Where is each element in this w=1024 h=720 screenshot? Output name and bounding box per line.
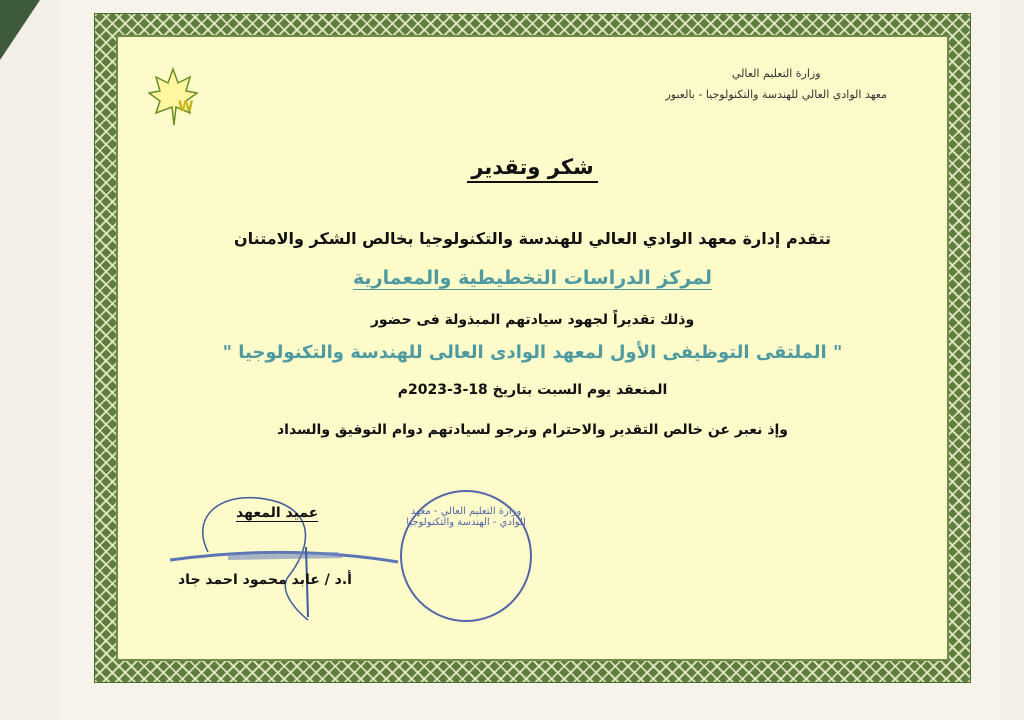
closing-line: وإذ نعبر عن خالص التقدير والاحترام ونرجو لسيادتهم دوام التوفيق والسداد	[276, 422, 788, 438]
scan-corner	[0, 0, 40, 60]
body-line-3: وذلك تقديراً لجهود سيادتهم المبذولة فى حضور	[370, 312, 695, 328]
event-name: " الملتقى التوظيفى الأول لمعهد الوادى العالى للهندسة والتكنولوجيا "	[222, 342, 843, 363]
body-line-1: تتقدم إدارة معهد الوادي العالي للهندسة والتكنولوجيا بخالص الشكر والامتنان	[234, 229, 831, 248]
institute-name: معهد الوادي العالي للهندسة والتكنولوجيا - بالعبور	[665, 88, 887, 101]
stamp-text: وزارة التعليم العالي - معهد الوادي - الهندسة والتكنولوجيا	[406, 506, 526, 528]
date-line: المنعقد يوم السبت بتاريخ 18-3-2023م	[397, 382, 668, 398]
recipient: لمركز الدراسات التخطيطية والمعمارية	[353, 267, 712, 289]
signatory-name: أ.د / عابد محمود احمد جاد	[178, 572, 352, 588]
signatory-role: عميد المعهد	[236, 505, 319, 521]
certificate	[118, 37, 947, 659]
header	[665, 67, 887, 109]
certificate-title: شكر وتقدير	[118, 155, 947, 179]
ministry-name: وزارة التعليم العالي	[731, 67, 821, 80]
official-stamp	[400, 490, 532, 622]
maple-leaf-logo-icon	[148, 67, 198, 127]
svg-text:W: W	[178, 99, 194, 115]
